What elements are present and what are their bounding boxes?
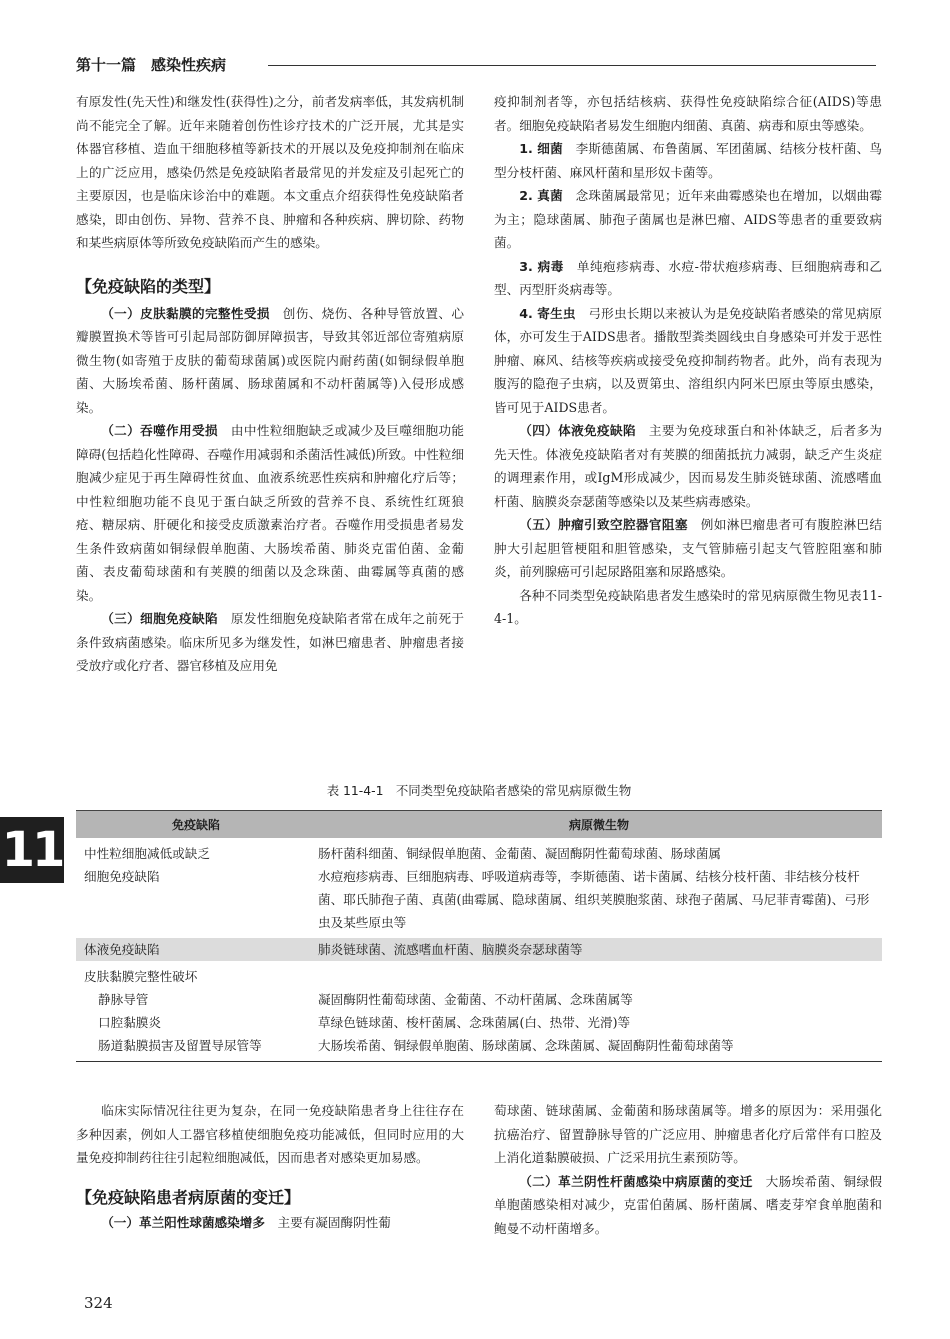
intro-paragraph: 有原发性(先天性)和继发性(获得性)之分，前者发病率低，其发病机制尚不能完全了解。近年来随着创伤性诊疗技术的广泛开展，尤其是实体器官移植、造血干细胞移植等新技术的开展以及免疫抑制剂在临床上的广泛应用，感染仍然是免疫缺陷者最常见的并发症及引起死亡的主要原因，也是临床诊治中的难题。本文重点介绍获得性免疫缺陷者感染，即由创伤、异物、营养不良、肿瘤和各种疾病、脾切除、药物和某些病原体等所致免疫缺陷而产生的感染。 [76, 94, 464, 250]
running-header [76, 54, 876, 76]
table-row: 肠道黏膜损害及留置导尿管等 大肠埃希菌、铜绿假单胞菌、肠球菌属、念珠菌属、凝固酶阴性葡萄球菌等 [98, 1038, 734, 1053]
header-rule [268, 65, 876, 66]
right-column-bottom [494, 1099, 882, 1240]
table-caption: 表 11-4-1 不同类型免疫缺陷者感染的常见病原微生物 [326, 783, 632, 798]
table-row: 中性粒细胞减低或缺乏 肠杆菌科细菌、铜绿假单胞菌、金葡菌、凝固酶阴性葡萄球菌、肠球菌属 [84, 846, 721, 861]
label-skin-mucosa: （一）皮肤黏膜的完整性受损 [101, 305, 270, 321]
paragraph-phagocytosis: （二）吞噬作用受损 由中性粒细胞缺乏或减少及巨噬细胞功能障碍(包括趋化性障碍、吞噬作用减弱和杀菌活性减低)所致。中性粒细胞减少症见于再生障碍性贫血、血液系统恶性疾病和肿瘤化疗后等；中性粒细胞功能不良见于蛋白缺乏所致的营养不良、系统性红斑狼疮、糖尿病、肝硬化和接受皮质激素治疗者。吞噬作用受损患者易发生条件致病菌如铜绿假单胞菌、大肠埃希菌、肺炎克雷伯菌、金葡菌、表皮葡萄球菌和有荚膜的细菌以及念珠菌、曲霉属等真菌的感染。 [76, 423, 465, 603]
paragraph-clinical-complexity: 临床实际情况往往更为复杂，在同一免疫缺陷患者身上往往存在多种因素，例如人工器官移植使细胞免疫功能减低，但同时应用的大量免疫抑制药往往引起粒细胞减低，因而患者对感染更加易感。 [76, 1103, 464, 1165]
paragraph-gram-positive-cont: 萄球菌、链球菌属、金葡菌和肠球菌属等。增多的原因为：采用强化抗癌治疗、留置静脉导管的广泛应用、肿瘤患者化疗后常伴有口腔及上消化道黏膜破损、广泛采用抗生素预防等。 [494, 1103, 882, 1165]
header-title: 第十一篇 感染性疾病 [76, 56, 227, 74]
table-row: 静脉导管 凝固酶阴性葡萄球菌、金葡菌、不动杆菌属、念珠菌属等 [98, 992, 633, 1007]
item-fungi: 2. 真菌 念珠菌属最常见；近年来曲霉感染也在增加，以烟曲霉为主；隐球菌属、肺孢子菌属也是淋巴瘤、AIDS等患者的重要致病菌。 [494, 188, 883, 250]
item-virus: 3. 病毒 单纯疱疹病毒、水痘-带状疱疹病毒、巨细胞病毒和乙型、丙型肝炎病毒等。 [494, 258, 882, 297]
paragraph-table-reference: 各种不同类型免疫缺陷患者发生感染时的常见病原微生物见表11-4-1。 [494, 587, 882, 626]
label-phagocytosis: （二）吞噬作用受损 [101, 423, 218, 438]
chapter-tab: 11 [0, 817, 64, 883]
table-header-pathogens: 病原微生物 [568, 818, 629, 832]
label-cellular-immunity: （三）细胞免疫缺陷 [101, 611, 218, 626]
paragraph-tumor-obstruction: （五）肿瘤引致空腔器官阻塞 例如淋巴瘤患者可有腹腔淋巴结肿大引起胆管梗阻和胆管感染，支气管肺癌引起支气管腔阻塞和肺炎，前列腺癌可引起尿路阻塞和尿路感染。 [494, 517, 883, 579]
paragraph-skin-mucosa: （一）皮肤黏膜的完整性受损 创伤、烧伤、各种导管放置、心瓣膜置换术等皆可引起局部防御屏障损害，导致其邻近部位寄殖病原微生物(如寄殖于皮肤的葡萄球菌属)或医院内耐药菌(如铜绿假单胞菌、大肠埃希菌、肠杆菌属、肠球菌属和不动杆菌属等)入侵形成感染。 [76, 305, 465, 415]
table-row: 体液免疫缺陷 肺炎链球菌、流感嗜血杆菌、脑膜炎奈瑟球菌等 [76, 938, 882, 961]
left-column-bottom [76, 1099, 464, 1234]
table-row: 皮肤黏膜完整性破坏 [84, 969, 198, 984]
paragraph-continuation: 疫抑制剂者等，亦包括结核病、获得性免疫缺陷综合征(AIDS)等患者。细胞免疫缺陷者易发生细胞内细菌、真菌、病毒和原虫等感染。 [494, 94, 882, 133]
section-title-pathogen-changes: 【免疫缺陷患者病原菌的变迁】 [76, 1187, 301, 1207]
paragraph-gram-positive: （一）革兰阳性球菌感染增多 主要有凝固酶阴性葡 [101, 1214, 391, 1230]
paragraph-humoral: （四）体液免疫缺陷 主要为免疫球蛋白和补体缺乏，后者多为先天性。体液免疫缺陷者对有荚膜的细菌抵抗力减弱，缺乏产生炎症的调理素作用，或IgM形成减少，因而易发生肺炎链球菌、流感嗜血杆菌、脑膜炎奈瑟菌等感染以及某些病毒感染。 [494, 423, 883, 509]
table-row: 口腔黏膜炎 草绿色链球菌、梭杆菌属、念珠菌属(白、热带、光滑)等 [98, 1015, 631, 1030]
page-number: 324 [84, 1294, 113, 1312]
pathogen-table [76, 810, 882, 1062]
table-header-row [76, 811, 882, 838]
table-row: 细胞免疫缺陷 水痘疱疹病毒、巨细胞病毒、呼吸道病毒等，李斯德菌、诺卡菌属、结核分枝杆菌、非结核分枝杆菌、耶氏肺孢子菌、真菌(曲霉属、隐球菌属、组织荚膜胞浆菌、球孢子菌属、马尼菲青霉菌)、弓形虫及某些原虫等 [84, 869, 870, 930]
item-parasite: 4. 寄生虫 弓形虫长期以来被认为是免疫缺陷者感染的常见病原体，亦可发生于AIDS患者。播散型粪类圆线虫自身感染可并发于恶性肿瘤、麻风、结核等疾病或接受免疫抑制药物者。此外，尚有表现为腹泻的隐孢子虫病，以及贾第虫、溶组织内阿米巴原虫等原虫感染，皆可见于AIDS患者。 [494, 305, 883, 415]
table-header-deficiency: 免疫缺陷 [171, 818, 220, 832]
right-column-top [494, 90, 882, 631]
section-title-deficiency-types: 【免疫缺陷的类型】 [76, 276, 221, 296]
left-column-top [76, 90, 464, 678]
paragraph-cellular-immunity: （三）细胞免疫缺陷 原发性细胞免疫缺陷者常在成年之前死于条件致病菌感染。临床所见多为继发性，如淋巴瘤患者、肿瘤患者接受放疗或化疗者、器官移植及应用免 [76, 611, 465, 673]
item-bacteria: 1. 细菌 李斯德菌属、布鲁菌属、军团菌属、结核分枝杆菌、鸟型分枝杆菌、麻风杆菌和星形奴卡菌等。 [494, 141, 883, 180]
paragraph-gram-negative: （二）革兰阴性杆菌感染中病原菌的变迁 大肠埃希菌、铜绿假单胞菌感染相对减少，克雷伯菌属、肠杆菌属、嗜麦芽窄食单胞菌和鲍曼不动杆菌增多。 [494, 1173, 883, 1236]
